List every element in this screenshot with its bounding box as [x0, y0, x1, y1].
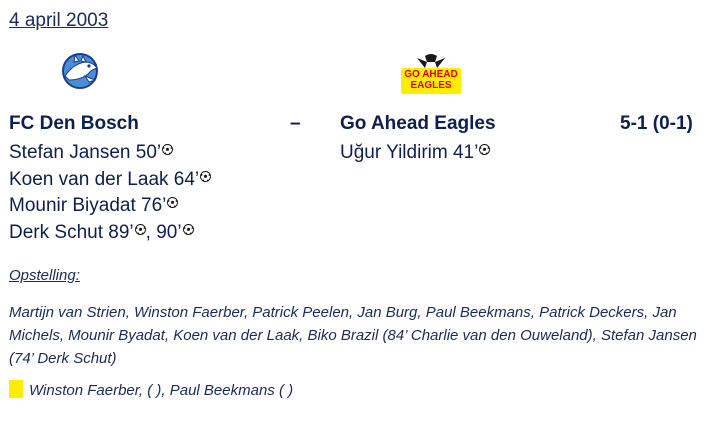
away-logo-text-top: GO AHEAD [404, 69, 458, 80]
goal-minute: 89’ [108, 221, 134, 243]
scorer-row [9, 138, 211, 165]
goal-minute: 50’ [135, 142, 162, 163]
home-scorers-list [9, 138, 211, 244]
away-scorers-list [340, 138, 490, 165]
dragon-crest-icon [55, 50, 105, 92]
final-score: 5-1 (0-1) [620, 113, 693, 134]
scorer-name: Koen van der Laak [9, 168, 169, 190]
scorer-row: Derk Schut 89’ , 90’ [9, 218, 211, 245]
scorer-row [9, 165, 211, 192]
football-icon [479, 138, 490, 149]
scorer-name: Mounir Biyadat [9, 195, 136, 216]
match-date: 4 april 2003 [9, 10, 109, 31]
scorer-name: Uğur Yildirim [340, 142, 448, 163]
lineup-heading: Opstelling: [9, 267, 80, 284]
football-icon [135, 218, 146, 229]
football-icon [167, 191, 178, 202]
scorer-row [340, 138, 490, 165]
football-icon [200, 165, 211, 176]
scorer-name: Stefan Jansen [9, 142, 131, 163]
away-logo-text-bottom: EAGLES [410, 80, 452, 91]
football-icon [183, 218, 194, 229]
score-separator: – [290, 113, 301, 134]
scorer-row [9, 191, 211, 218]
home-team-name: FC Den Bosch [9, 113, 139, 134]
yellow-cards-row [9, 380, 293, 399]
lineup-text: Martijn van Strien, Winston Faerber, Patrick Peelen, Jan Burg, Paul Beekmans, Patrick Deckers, Jan Michels, Mounir Byadat, Koen van der Laak, Biko Brazil (84’ Charlie van den Ouweland), Stefan Jansen (74’ Derk Schut) [9, 304, 697, 367]
yellow-cards-text: Winston Faerber, ( ), Paul Beekmans ( ) [29, 382, 294, 399]
fc-den-bosch-logo [55, 50, 105, 92]
yellow-card-icon [9, 380, 23, 398]
goal-minute: 64’ [173, 168, 200, 190]
goal-minute: 90’ [156, 221, 182, 243]
away-team-name: Go Ahead Eagles [340, 113, 496, 134]
goal-minute: 41’ [452, 142, 479, 163]
football-icon [162, 138, 173, 149]
go-ahead-eagles-logo [395, 52, 467, 96]
scorer-name: Derk Schut [9, 221, 103, 243]
goal-minute: 76’ [141, 195, 167, 216]
